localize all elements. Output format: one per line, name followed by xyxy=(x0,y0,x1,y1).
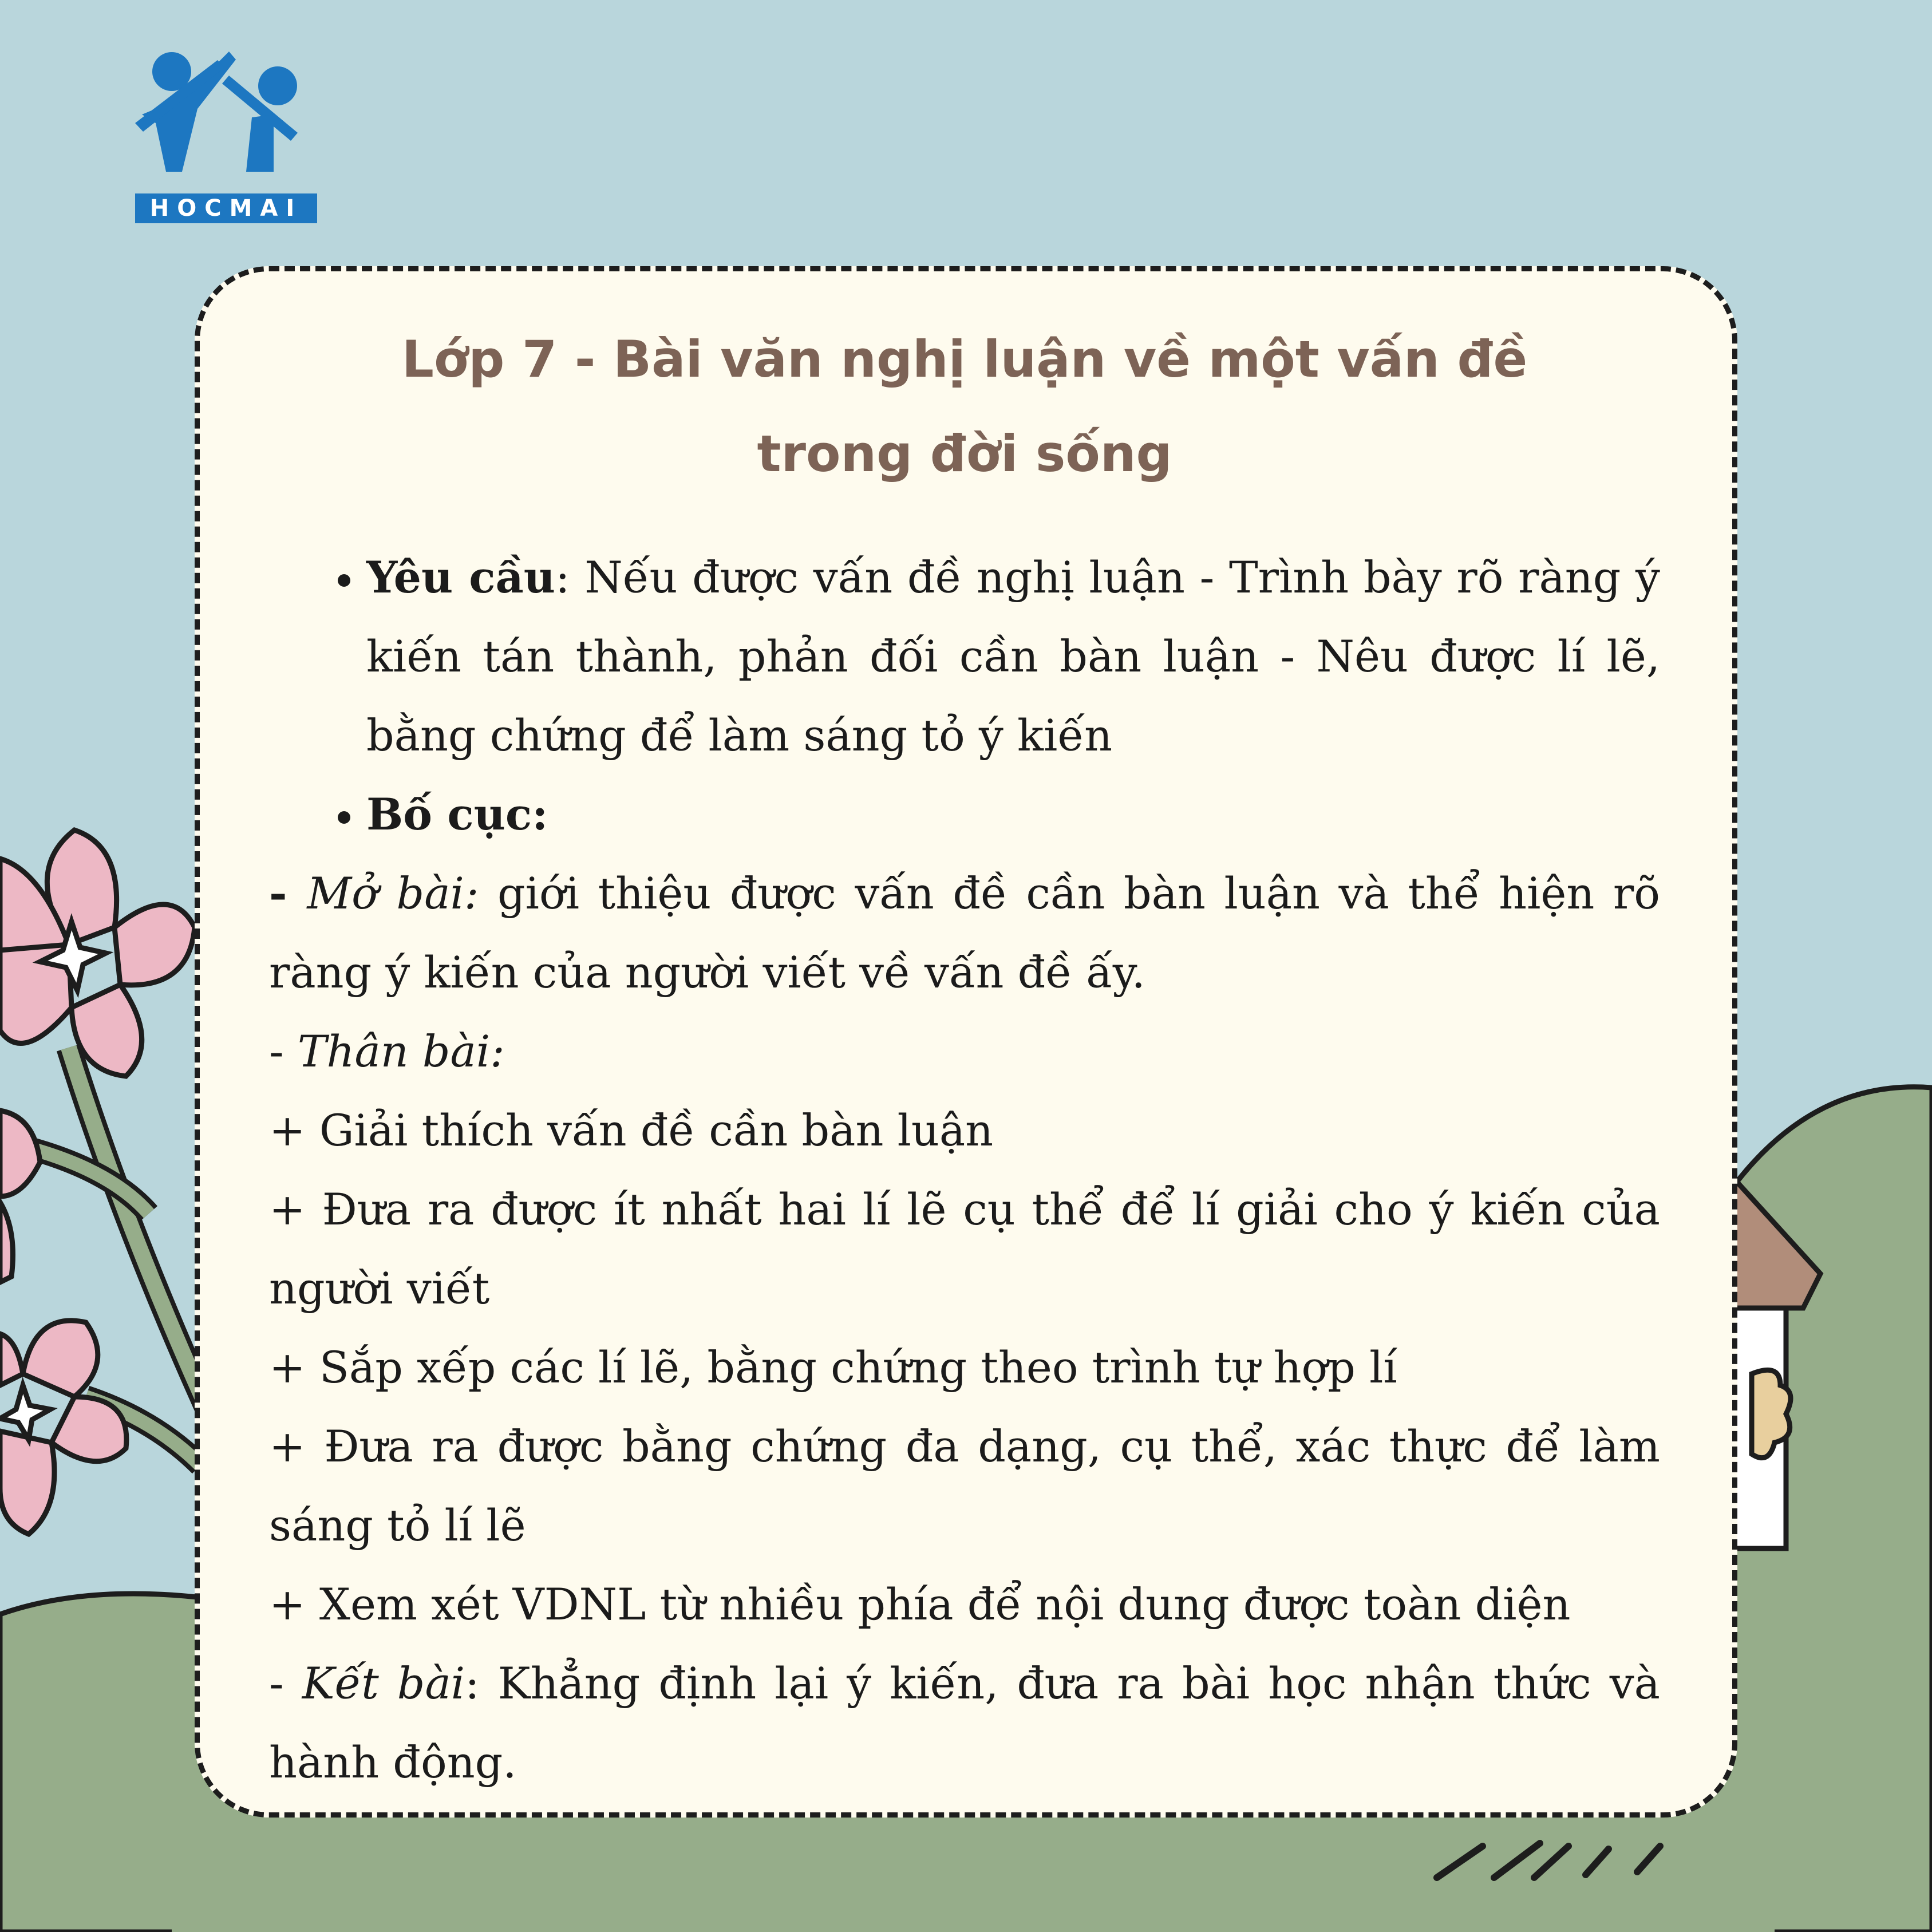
body-point: + Sắp xếp các lí lẽ, bằng chứng theo trình tự hợp lí xyxy=(269,1342,1397,1393)
title-line-2: trong đời sống xyxy=(757,424,1172,483)
body-heading: - Thân bài: xyxy=(269,1026,505,1077)
requirements-text: : Nếu được vấn đề nghị luận - Trình bày rõ ràng ý kiến tán thành, phản đối cần bàn luận - Nêu được lí lẽ, bằng chứng để làm sáng tỏ ý kiến xyxy=(366,552,1660,761)
lesson-content xyxy=(269,538,1660,1802)
conclusion-label: Kết bài xyxy=(302,1658,465,1709)
intro-paragraph: - Mở bài: giới thiệu được vấn đề cần bàn luận và thể hiện rõ ràng ý kiến của người viết về vấn đề ấy. xyxy=(269,868,1660,998)
logo-text: HOCMAI xyxy=(149,195,303,222)
requirements-item xyxy=(366,538,1660,775)
body-point: + Đưa ra được bằng chứng đa dạng, cụ thể, xác thực để làm sáng tỏ lí lẽ xyxy=(269,1421,1660,1551)
flower-icon xyxy=(0,1321,127,1534)
body-point: + Giải thích vấn đề cần bàn luận xyxy=(269,1105,994,1156)
conclusion-paragraph: - Kết bài: Khẳng định lại ý kiến, đưa ra bài học nhận thức và hành động. xyxy=(269,1658,1660,1788)
body-point: + Xem xét VDNL từ nhiều phía để nội dung được toàn diện xyxy=(269,1579,1571,1630)
intro-text: giới thiệu được vấn đề cần bàn luận và thể hiện rõ ràng ý kiến của người viết về vấn đề ấy. xyxy=(269,868,1660,998)
page-title xyxy=(240,312,1689,501)
body-point: + Đưa ra được ít nhất hai lí lẽ cụ thể để lí giải cho ý kiến của người viết xyxy=(269,1184,1660,1314)
bullet-list xyxy=(269,538,1660,854)
requirements-label: Yêu cầu xyxy=(366,552,555,603)
structure-label: Bố cục: xyxy=(366,789,548,840)
body-label: Thân bài: xyxy=(297,1026,505,1077)
conclusion-text: : Khẳng định lại ý kiến, đưa ra bài học nhận thức và hành động. xyxy=(269,1658,1660,1788)
flower-icon xyxy=(0,830,195,1076)
structure-item xyxy=(366,775,1660,854)
title-line-1: Lớp 7 - Bài văn nghị luận về một vấn đề xyxy=(401,330,1528,389)
intro-label: Mở bài: xyxy=(307,868,479,919)
flower-icon xyxy=(0,1111,40,1282)
